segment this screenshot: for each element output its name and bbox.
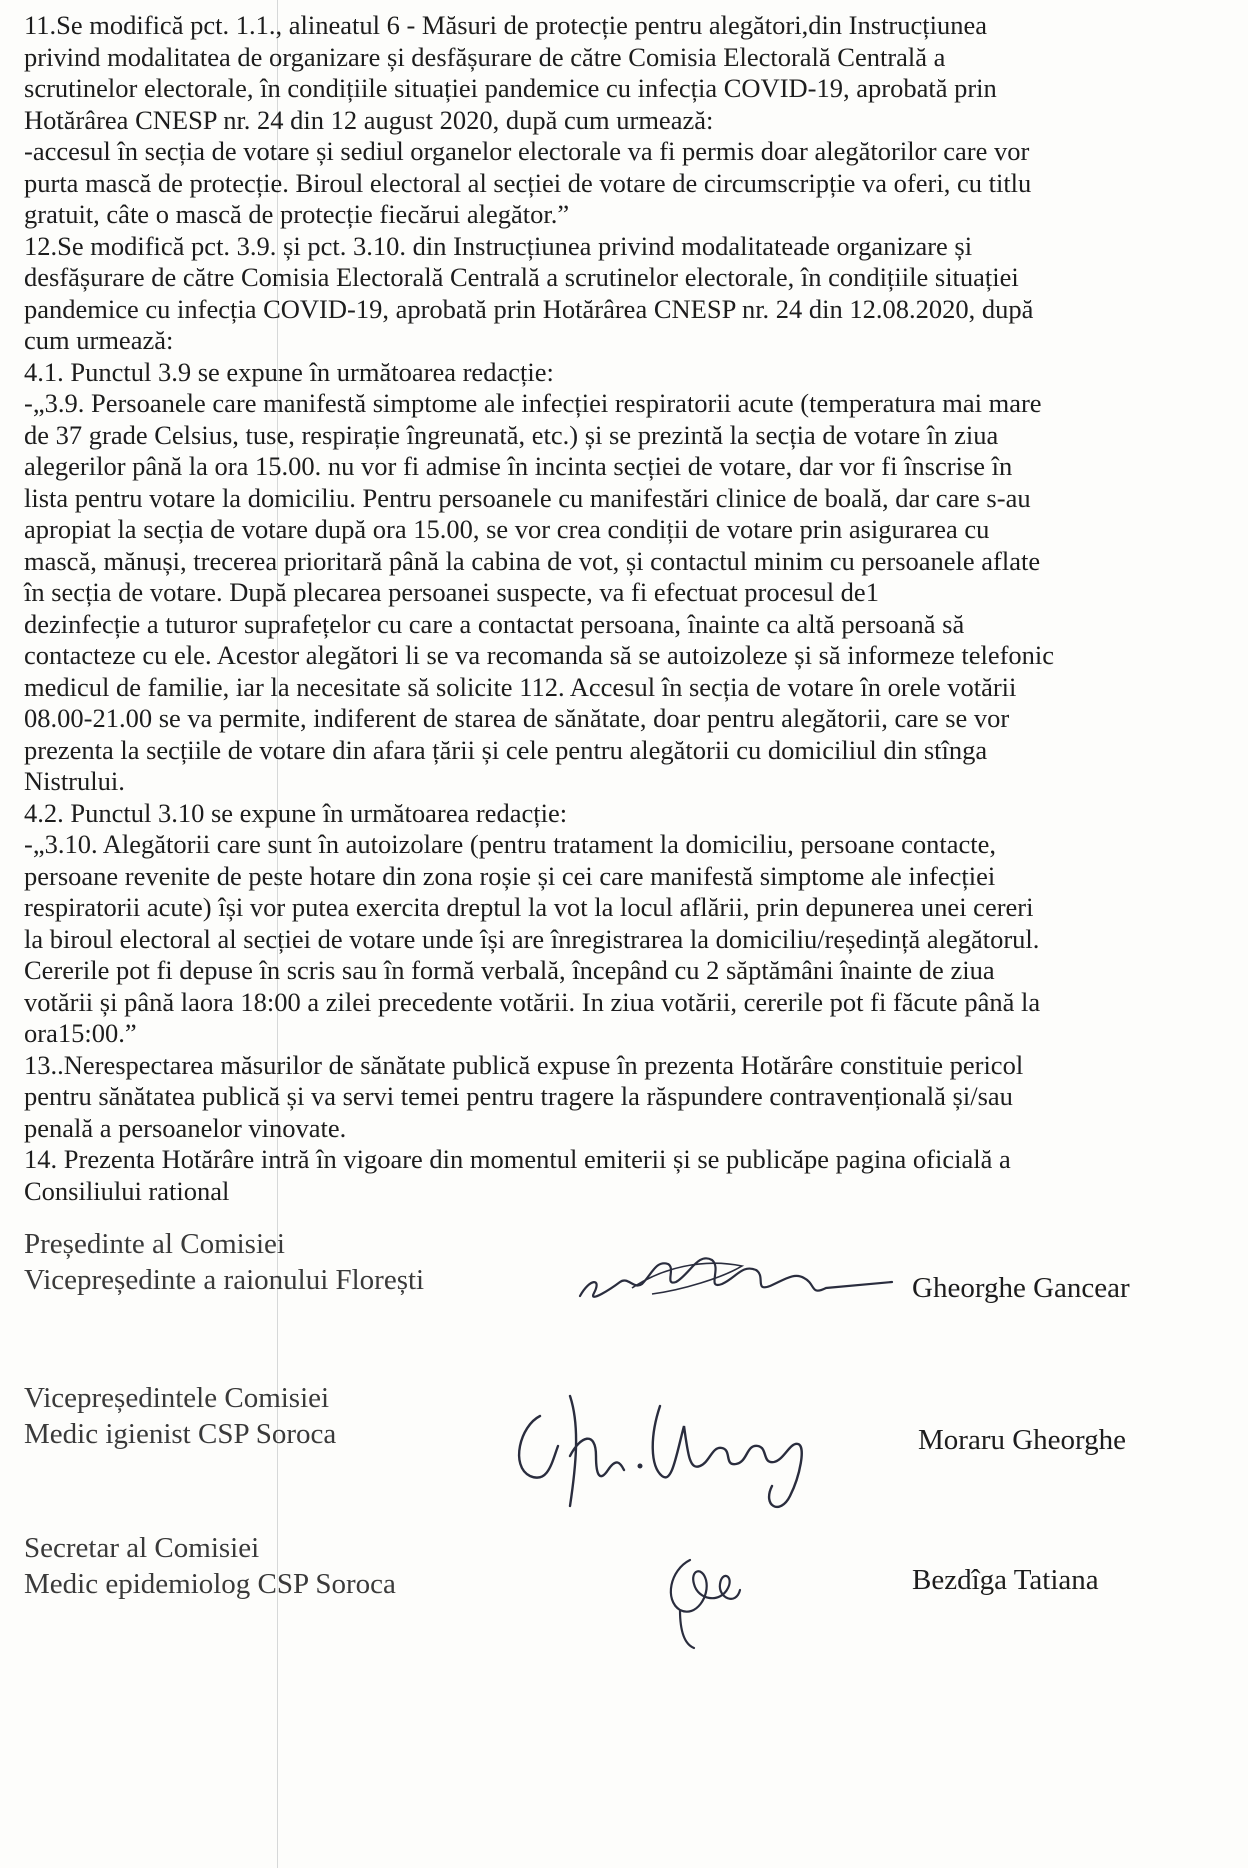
document-line: contacteze cu ele. Acestor alegători li se va recomanda să se autoizoleze și să informeze telefonic	[24, 640, 1055, 670]
document-line: -accesul în secția de votare și sediul organelor electorale va fi permis doar alegătorilor care vor	[24, 136, 1030, 166]
chair-title-line2: Vicepreședinte a raionului Florești	[24, 1264, 425, 1296]
document-line: de 37 grade Celsius, tuse, respirație îngreunată, etc.) și se prezintă la secția de votare în ziua	[24, 419, 999, 450]
document-line: dezinfecție a tuturor suprafețelor cu care a contactat persoana, înainte ca altă persoană să	[24, 608, 965, 639]
document-line: Nistrului.	[24, 766, 125, 796]
chair-signature	[572, 1238, 912, 1318]
vice-chair-name: Moraru Gheorghe	[918, 1424, 1127, 1456]
document-line: 11.Se modifică pct. 1.1., alineatul 6 - Măsuri de protecție pentru alegători,din Instrucțiunea	[24, 10, 988, 40]
document-line: 12.Se modifică pct. 3.9. și pct. 3.10. din Instrucțiunea privind modalitateade organizare și	[24, 230, 973, 261]
document-line: cum urmează:	[24, 325, 174, 355]
document-line: persoane revenite de peste hotare din zona roșie și cei care manifestă simptome ale infecției	[24, 860, 996, 891]
document-line: în secția de votare. După plecarea persoanei suspecte, va fi efectuat procesul de1	[24, 577, 879, 607]
vice-chair-title-block	[24, 1380, 336, 1452]
document-line: medicul de familie, iar la necesitate să solicite 112. Accesul în secția de votare în orele votării	[24, 671, 1017, 702]
chair-title-block	[24, 1226, 424, 1298]
secretary-title-line2: Medic epidemiolog CSP Soroca	[24, 1568, 396, 1600]
document-body	[24, 10, 1244, 1207]
document-line: prezenta la secțiile de votare din afara țării și cele pentru alegătorii cu domiciliul din stînga	[24, 734, 988, 765]
document-line: privind modalitatea de organizare și desfășurare de către Comisia Electorală Centrală a	[24, 41, 946, 72]
document-line: 4.1. Punctul 3.9 se expune în următoarea redacție:	[24, 356, 554, 387]
secretary-signature	[650, 1540, 770, 1660]
document-line: -„3.10. Alegătorii care sunt în autoizolare (pentru tratament la domiciliu, persoane contacte,	[24, 829, 997, 859]
vice-chair-signature	[500, 1366, 860, 1546]
document-line: la biroul electoral al secției de votare unde își are înregistrarea la domiciliu/reședință alegătorul.	[24, 923, 1040, 954]
document-line: votării și până laora 18:00 a zilei precedente votării. In ziua votării, cererile pot fi făcute până la	[24, 986, 1041, 1017]
document-line: 08.00-21.00 se va permite, indiferent de starea de sănătate, doar pentru alegătorii, care se vor	[24, 703, 1010, 733]
document-line: 4.2. Punctul 3.10 se expune în următoarea redacție:	[24, 797, 568, 828]
document-line: Cererile pot fi depuse în scris sau în formă verbală, începând cu 2 săptămâni înainte de ziua	[24, 955, 995, 985]
document-line: apropiat la secția de votare după ora 15.00, se vor crea condiții de votare prin asigurarea cu	[24, 514, 990, 544]
document-line: alegerilor până la ora 15.00. nu vor fi admise în incinta secției de votare, dar vor fi înscrise în	[24, 451, 1013, 481]
document-line: penală a persoanelor vinovate.	[24, 1112, 347, 1143]
document-line: Hotărârea CNESP nr. 24 din 12 august 2020, după cum urmează:	[24, 104, 714, 135]
document-line: -„3.9. Persoanele care manifestă simptome ale infecției respiratorii acute (temperatura mai mare	[24, 388, 1042, 418]
secretary-title-block	[24, 1530, 396, 1602]
chair-title-line1: Președinte al Comisiei	[24, 1228, 285, 1260]
document-line: 14. Prezenta Hotărâre intră în vigoare din momentul emiterii și se publicăpe pagina oficială a	[24, 1144, 1011, 1174]
document-line: scrutinelor electorale, în condițiile situației pandemice cu infecția COVID-19, aprobată prin	[24, 73, 997, 103]
document-line: pandemice cu infecția COVID-19, aprobată prin Hotărârea CNESP nr. 24 din 12.08.2020, după	[24, 293, 1034, 324]
document-line: purta mască de protecție. Biroul electoral al secției de votare de circumscripție va oferi, cu titlu	[24, 167, 1032, 198]
chair-name: Gheorghe Gancear	[912, 1272, 1130, 1304]
document-line: desfășurare de către Comisia Electorală Centrală a scrutinelor electorale, în condițiile situației	[24, 262, 1019, 292]
document-line: lista pentru votare la domiciliu. Pentru persoanele cu manifestări clinice de boală, dar care s-au	[24, 482, 1031, 513]
vice-chair-title-line2: Medic igienist CSP Soroca	[24, 1418, 337, 1450]
document-line: mască, mănuși, trecerea prioritară până la cabina de vot, și contactul minim cu persoanele aflate	[24, 545, 1041, 576]
document-line: ora15:00.”	[24, 1018, 137, 1048]
document-line: pentru sănătatea publică și va servi temei pentru tragere la răspundere contravențională și/sau	[24, 1081, 1013, 1111]
secretary-name: Bezdîga Tatiana	[912, 1564, 1099, 1596]
document-line: Consiliului rational	[24, 1175, 230, 1206]
document-line: respiratorii acute) își vor putea exercita dreptul la vot la locul aflării, prin depunerea unei cereri	[24, 892, 1034, 922]
document-line: gratuit, câte o mască de protecție fiecărui alegător.”	[24, 199, 570, 229]
vice-chair-title-line1: Vicepreședintele Comisiei	[24, 1382, 330, 1414]
document-line: 13..Nerespectarea măsurilor de sănătate publică expuse în prezenta Hotărâre constituie pericol	[24, 1049, 1024, 1080]
secretary-title-line1: Secretar al Comisiei	[24, 1532, 260, 1564]
